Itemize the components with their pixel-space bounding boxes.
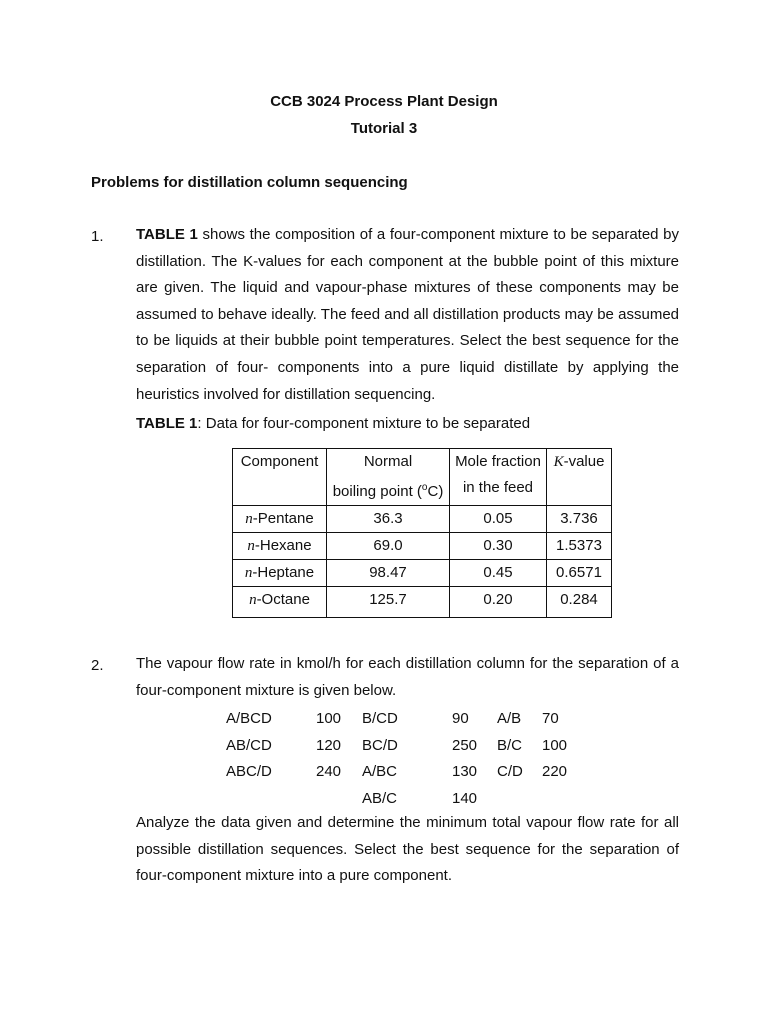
- header-boiling-line1: Normal: [363, 453, 413, 470]
- cell-k-value: 1.5373: [547, 533, 612, 560]
- table-row: [233, 587, 612, 618]
- cell-mole-fraction: 0.30: [450, 533, 547, 560]
- n-prefix: n: [247, 538, 255, 554]
- component-name: -Pentane: [252, 510, 314, 527]
- flow-label: AB/C: [362, 790, 398, 807]
- flow-label: AB/CD: [226, 737, 272, 754]
- cell-boiling-point: 69.0: [327, 533, 450, 560]
- table-caption-text: : Data for four-component mixture to be separated: [197, 415, 531, 432]
- flow-label: A/B: [497, 710, 522, 727]
- flow-value: 70: [542, 710, 559, 727]
- flow-value: 130: [452, 763, 478, 780]
- question-1-text: [136, 222, 679, 408]
- header-mole-line1: Mole fraction: [455, 453, 541, 470]
- flow-value: 250: [452, 737, 478, 754]
- component-data-table: [232, 448, 612, 618]
- flow-label: B/C: [497, 737, 523, 754]
- header-boiling-line2: [327, 475, 449, 505]
- header-mole-line2: in the feed: [462, 479, 534, 496]
- header-k-value: [547, 449, 612, 506]
- table-row: [233, 560, 612, 587]
- header-k-text: -value: [563, 453, 605, 470]
- cell-k-value: 3.736: [547, 506, 612, 533]
- component-name: -Heptane: [252, 564, 315, 581]
- header-boiling-unit: C): [427, 483, 444, 500]
- table-caption: [136, 415, 530, 432]
- table-caption-label: TABLE 1: [136, 415, 198, 432]
- question-2-number: 2.: [91, 657, 104, 674]
- n-prefix: n: [244, 565, 253, 581]
- flow-value: 140: [452, 790, 478, 807]
- table-row: [233, 533, 612, 560]
- header-boiling-point: [327, 449, 450, 506]
- cell-component: [233, 587, 327, 618]
- flow-value: 120: [316, 737, 342, 754]
- cell-component: [233, 533, 327, 560]
- flow-value: 240: [316, 763, 342, 780]
- header-boiling-text: boiling point (: [332, 483, 422, 500]
- tutorial-title: Tutorial 3: [350, 120, 418, 137]
- table-row: [233, 506, 612, 533]
- flow-label: A/BC: [362, 763, 398, 780]
- header-mole-fraction: [450, 449, 547, 506]
- cell-component: [233, 506, 327, 533]
- cell-mole-fraction: 0.45: [450, 560, 547, 587]
- cell-k-value: 0.284: [547, 587, 612, 618]
- flow-value: 220: [542, 763, 568, 780]
- cell-boiling-point: 125.7: [327, 587, 450, 618]
- flow-label: C/D: [497, 763, 523, 780]
- question-2-intro: The vapour flow rate in kmol/h for each distillation column for the separation of a four-component mixture is given below.: [136, 655, 679, 699]
- component-name: -Hexane: [254, 537, 312, 554]
- cell-mole-fraction: 0.20: [450, 587, 547, 618]
- table-ref-bold: TABLE 1: [136, 226, 198, 243]
- cell-boiling-point: 98.47: [327, 560, 450, 587]
- flow-label: BC/D: [362, 737, 398, 754]
- cell-boiling-point: 36.3: [327, 506, 450, 533]
- cell-mole-fraction: 0.05: [450, 506, 547, 533]
- question-1-number: 1.: [91, 228, 104, 245]
- table-header-row: [233, 449, 612, 506]
- flow-value: 90: [452, 710, 469, 727]
- flow-label: A/BCD: [226, 710, 272, 727]
- cell-k-value: 0.6571: [547, 560, 612, 587]
- question-2-conclusion: Analyze the data given and determine the minimum total vapour flow rate for all possible distillation sequences. Select the best sequence for the separation of four-component mixture into a pure component.: [136, 814, 679, 885]
- header-k-symbol: K: [553, 454, 564, 470]
- degree-superscript: o: [421, 482, 428, 493]
- n-prefix: n: [249, 592, 257, 608]
- component-name: -Octane: [256, 591, 310, 608]
- document-title: CCB 3024 Process Plant Design: [270, 93, 498, 110]
- header-component: Component: [233, 449, 327, 506]
- section-heading: Problems for distillation column sequencing: [91, 174, 408, 191]
- flow-value: 100: [316, 710, 342, 727]
- question-1-body: shows the composition of a four-component mixture to be separated by distillation. The K-values for each component at the bubble point of this mixture are given. The liquid and vapour-phase mixtures of these components may be assumed to behave ideally. The feed and all distillation products may be assumed to be liquids at their bubble point temperatures. Select the best sequence for the separation of four- components into a pure liquid distillate by applying the heuristics involved for distillation sequencing.: [136, 226, 679, 403]
- flow-label: B/CD: [362, 710, 398, 727]
- cell-component: [233, 560, 327, 587]
- flow-label: ABC/D: [226, 763, 272, 780]
- flow-value: 100: [542, 737, 568, 754]
- n-prefix: n: [245, 511, 253, 527]
